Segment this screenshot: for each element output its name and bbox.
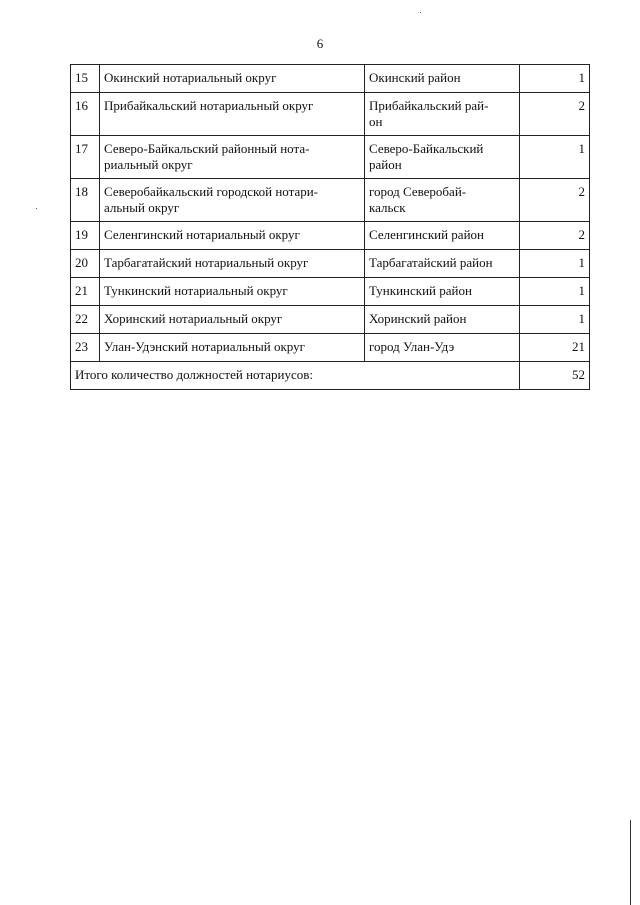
table-row	[71, 179, 590, 222]
row-number: 20	[71, 250, 100, 278]
territory: город Улан-Удэ	[365, 334, 520, 362]
notary-count: 1	[520, 250, 590, 278]
scan-edge-line	[630, 820, 631, 905]
territory: город Северобай- кальск	[365, 179, 520, 222]
notary-district: Окинский нотариальный округ	[100, 65, 365, 93]
notary-district: Северобайкальский городской нотари- альный округ	[100, 179, 365, 222]
territory: Хоринский район	[365, 306, 520, 334]
notary-district: Селенгинский нотариальный округ	[100, 222, 365, 250]
row-number: 21	[71, 278, 100, 306]
row-number: 17	[71, 136, 100, 179]
row-number: 16	[71, 93, 100, 136]
scan-speck	[36, 208, 37, 209]
total-row	[71, 362, 590, 390]
notary-count: 21	[520, 334, 590, 362]
notary-count: 2	[520, 222, 590, 250]
row-number: 23	[71, 334, 100, 362]
notary-count: 2	[520, 93, 590, 136]
total-count: 52	[520, 362, 590, 390]
notary-district: Прибайкальский нотариальный округ	[100, 93, 365, 136]
notary-count: 1	[520, 306, 590, 334]
row-number: 15	[71, 65, 100, 93]
notary-count: 1	[520, 136, 590, 179]
table-row	[71, 65, 590, 93]
territory: Прибайкальский рай- он	[365, 93, 520, 136]
row-number: 22	[71, 306, 100, 334]
notary-district: Северо-Байкальский районный нота- риальный округ	[100, 136, 365, 179]
notary-count: 2	[520, 179, 590, 222]
table-body	[71, 65, 590, 390]
territory: Окинский район	[365, 65, 520, 93]
table-row	[71, 306, 590, 334]
table-row	[71, 93, 590, 136]
table-row	[71, 278, 590, 306]
territory: Тункинский район	[365, 278, 520, 306]
notary-count: 1	[520, 278, 590, 306]
notary-district: Тарбагатайский нотариальный округ	[100, 250, 365, 278]
territory: Северо-Байкальский район	[365, 136, 520, 179]
row-number: 18	[71, 179, 100, 222]
notary-district: Тункинский нотариальный округ	[100, 278, 365, 306]
notary-districts-table	[70, 64, 590, 390]
table-row	[71, 222, 590, 250]
page-number: 6	[316, 36, 324, 51]
notary-count: 1	[520, 65, 590, 93]
row-number: 19	[71, 222, 100, 250]
territory: Тарбагатайский район	[365, 250, 520, 278]
notary-district: Улан-Удэнский нотариальный округ	[100, 334, 365, 362]
territory: Селенгинский район	[365, 222, 520, 250]
notary-district: Хоринский нотариальный округ	[100, 306, 365, 334]
table-row	[71, 136, 590, 179]
total-label: Итого количество должностей нотариусов:	[71, 362, 520, 390]
scan-speck	[420, 12, 421, 13]
table-row	[71, 250, 590, 278]
table-row	[71, 334, 590, 362]
